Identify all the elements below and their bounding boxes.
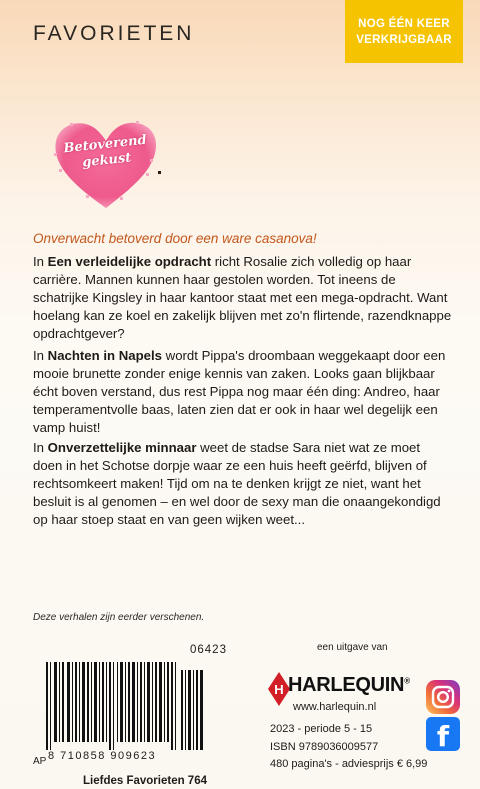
barcode-addon-number: 06423 <box>190 644 227 656</box>
previously-published-note: Deze verhalen zijn eerder verschenen. <box>33 612 205 623</box>
publisher-name-text: HARLEQUIN <box>288 674 405 696</box>
badge-line-2: VERKRIJGBAAR <box>356 33 452 46</box>
story-3-text: weet de stadse Sara niet wat ze moet doen in het Schotse dorpje waar ze een huis heeft geërfd, blijven of rechtsomkeert maken! Tijd om na te denken krijgt ze niet, want het besluit is al genomen – en wel door de sexy man die onaangekondigd op haar stoep staat en van geen wijken weet... <box>33 440 441 527</box>
publisher-name <box>288 674 410 697</box>
tagline: Onverwacht betoverd door een ware casanova! <box>33 231 317 246</box>
book-series-number: Liefdes Favorieten 764 <box>83 775 207 787</box>
barcode-icon <box>46 662 204 750</box>
availability-badge <box>345 0 463 63</box>
svg-text:H: H <box>274 682 284 697</box>
story-paragraph-2 <box>33 347 453 437</box>
registered-mark: ® <box>404 676 410 686</box>
publisher-label: een uitgave van <box>317 642 388 653</box>
barcode-number: 8 710858 909623 <box>48 750 157 762</box>
story-1-pre: In <box>33 254 48 269</box>
story-1-title: Een verleidelijke opdracht <box>47 254 212 269</box>
story-2-title: Nachten in Napels <box>47 348 162 363</box>
story-3-title: Onverzettelijke minnaar <box>47 440 197 455</box>
publisher-website[interactable]: www.harlequin.nl <box>293 701 377 713</box>
story-2-pre: In <box>33 348 48 363</box>
story-3-pre: In <box>33 440 48 455</box>
series-title: FAVORIETEN <box>33 22 195 45</box>
release-period: 2023 - periode 5 - 15 <box>270 723 373 735</box>
badge-line-1: NOG ÉÉN KEER <box>358 17 450 30</box>
story-paragraph-3 <box>33 439 453 529</box>
pages-and-price: 480 pagina's - adviesprijs € 6,99 <box>270 758 428 770</box>
story-1-text: richt Rosalie zich volledig op haar carrière. Mannen kunnen haar gestolen worden. Tot ineens de schatrijke Kingsley in haar kantoor staat met een mega-opdracht. Want hoelang kan ze koel en zakelijk blijven met zo'n flirtende, razendknappe opdrachtgever? <box>33 254 452 341</box>
barcode-prefix: AP <box>33 756 47 767</box>
story-2-text: wordt Pippa's droombaan weggekaapt door een mooie brunette zonder enige kennis van zaken. Looks gaan blijkbaar écht boven verstand, dus rest Pippa nog maar één ding: Andreo, haar temperamentvolle baas, laten zien dat er ook in haar wel degelijk een vamp huist! <box>33 348 446 435</box>
isbn: ISBN 9789036009577 <box>270 741 379 753</box>
heart-badge-line-2: gekust <box>81 150 133 171</box>
heart-badge-line-1: Betoverend <box>62 132 148 157</box>
harlequin-logo-icon <box>268 672 290 706</box>
facebook-f-glyph: f <box>436 720 450 753</box>
story-paragraph-1 <box>33 253 453 343</box>
instagram-icon[interactable] <box>426 680 460 714</box>
